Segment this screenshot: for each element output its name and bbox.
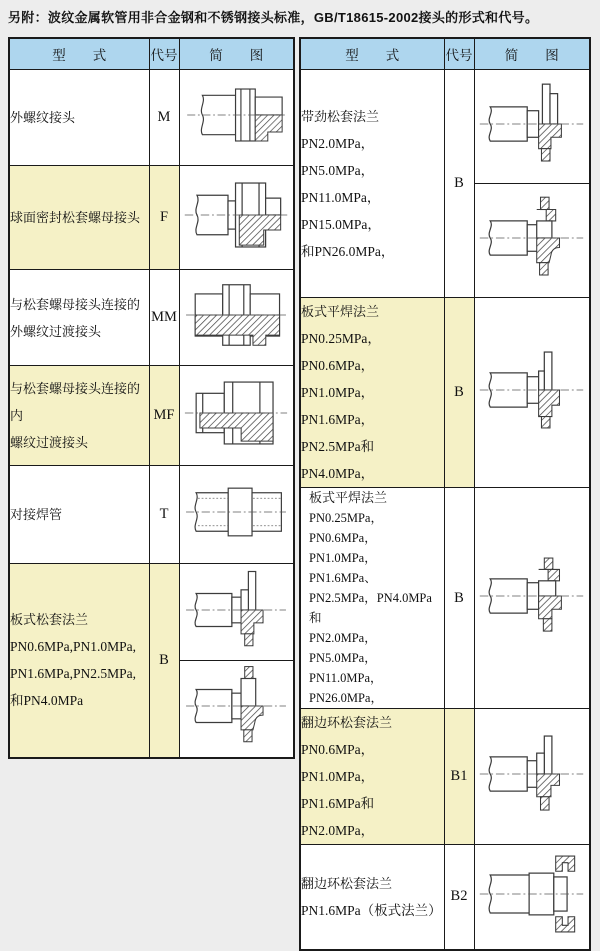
table-row <box>300 70 590 184</box>
table-row <box>300 845 590 950</box>
diagram-cell <box>474 845 590 950</box>
butt-weld-tube-diagram <box>181 468 291 556</box>
code-cell: B <box>444 298 474 488</box>
code-cell: B <box>444 488 474 709</box>
diagram-cell <box>179 466 294 564</box>
right-header-diagram: 简 图 <box>474 38 590 70</box>
flat-weld-flange-diagram <box>476 335 587 445</box>
left-header-type: 型 式 <box>9 38 149 70</box>
table-row <box>9 366 294 466</box>
type-cell: 与松套螺母接头连接的 外螺纹过渡接头 <box>9 270 149 366</box>
code-cell: MF <box>149 366 179 466</box>
right-table <box>299 37 591 951</box>
code-cell: T <box>149 466 179 564</box>
type-cell: 对接焊管 <box>9 466 149 564</box>
male-male-adapter-diagram <box>181 271 291 359</box>
table-row <box>300 488 590 709</box>
flanged-ring-plate-flange-diagram <box>476 846 587 942</box>
diagram-cell <box>179 270 294 366</box>
loose-nut-fitting-diagram <box>181 169 291 261</box>
diagram-cell <box>179 366 294 466</box>
neck-loose-flange-diagram-top <box>476 72 587 176</box>
code-cell: M <box>149 70 179 166</box>
type-cell: 与松套螺母接头连接的内 螺纹过渡接头 <box>9 366 149 466</box>
flat-weld-flange-2-diagram <box>476 537 587 655</box>
type-cell: 翻边环松套法兰 PN1.6MPa（板式法兰） <box>300 845 444 950</box>
left-header-row <box>9 38 294 70</box>
page-title: 另附：波纹金属软管用非合金钢和不锈钢接头标准，GB/T18615-2002接头的形式和代号。 <box>8 10 539 25</box>
diagram-cell <box>179 166 294 270</box>
table-row <box>9 166 294 270</box>
diagram-cell <box>474 70 590 184</box>
code-cell: B <box>149 564 179 758</box>
code-cell: F <box>149 166 179 270</box>
diagram-cell <box>474 488 590 709</box>
right-header-type: 型 式 <box>300 38 444 70</box>
neck-loose-flange-diagram-bottom <box>476 186 587 290</box>
type-cell: 板式平焊法兰 PN0.25MPa，PN0.6MPa， PN1.0MPa，PN1.6MPa， PN2.5MPa和PN4.0MPa， <box>300 298 444 488</box>
type-cell: 带劲松套法兰 PN2.0MPa，PN5.0MPa， PN11.0MPa，PN15.0MPa， 和PN26.0MPa， <box>300 70 444 298</box>
diagram-cell <box>474 298 590 488</box>
code-cell: B1 <box>444 709 474 845</box>
left-header-diagram: 简 图 <box>179 38 294 70</box>
diagram-cell <box>474 709 590 845</box>
type-cell: 翻边环松套法兰 PN0.6MPa，PN1.0MPa， PN1.6MPa和PN2.0MPa， <box>300 709 444 845</box>
type-cell: 外螺纹接头 <box>9 70 149 166</box>
right-header-code: 代号 <box>444 38 474 70</box>
table-row <box>9 466 294 564</box>
table-row <box>9 70 294 166</box>
diagram-cell <box>474 184 590 298</box>
plate-loose-flange-diagram-bottom <box>181 662 291 750</box>
tables-container <box>8 37 594 951</box>
right-header-row <box>300 38 590 70</box>
table-row <box>300 298 590 488</box>
code-cell: B2 <box>444 845 474 950</box>
flanged-ring-loose-flange-diagram <box>476 726 587 822</box>
diagram-cell <box>179 564 294 661</box>
table-row <box>9 564 294 661</box>
left-table <box>8 37 295 759</box>
left-header-code: 代号 <box>149 38 179 70</box>
code-cell: B <box>444 70 474 298</box>
code-cell: MM <box>149 270 179 366</box>
table-row <box>9 270 294 366</box>
type-cell: 球面密封松套螺母接头 <box>9 166 149 270</box>
plate-loose-flange-diagram-top <box>181 566 291 654</box>
type-cell: 板式平焊法兰 PN0.25MPa，PN0.6MPa， PN1.0MPa，PN1.6MPa、 PN2.5MPa，PN4.0MPa和 PN2.0MPa，PN5.0MPa， PN11.0MPa，PN26.0MPa， <box>300 488 444 709</box>
male-thread-fitting-diagram <box>181 72 291 158</box>
male-female-adapter-diagram <box>181 368 291 458</box>
diagram-cell <box>179 661 294 758</box>
table-row <box>300 709 590 845</box>
diagram-cell <box>179 70 294 166</box>
type-cell: 板式松套法兰 PN0.6MPa,PN1.0MPa, PN1.6MPa,PN2.5MPa, 和PN4.0MPa <box>9 564 149 758</box>
